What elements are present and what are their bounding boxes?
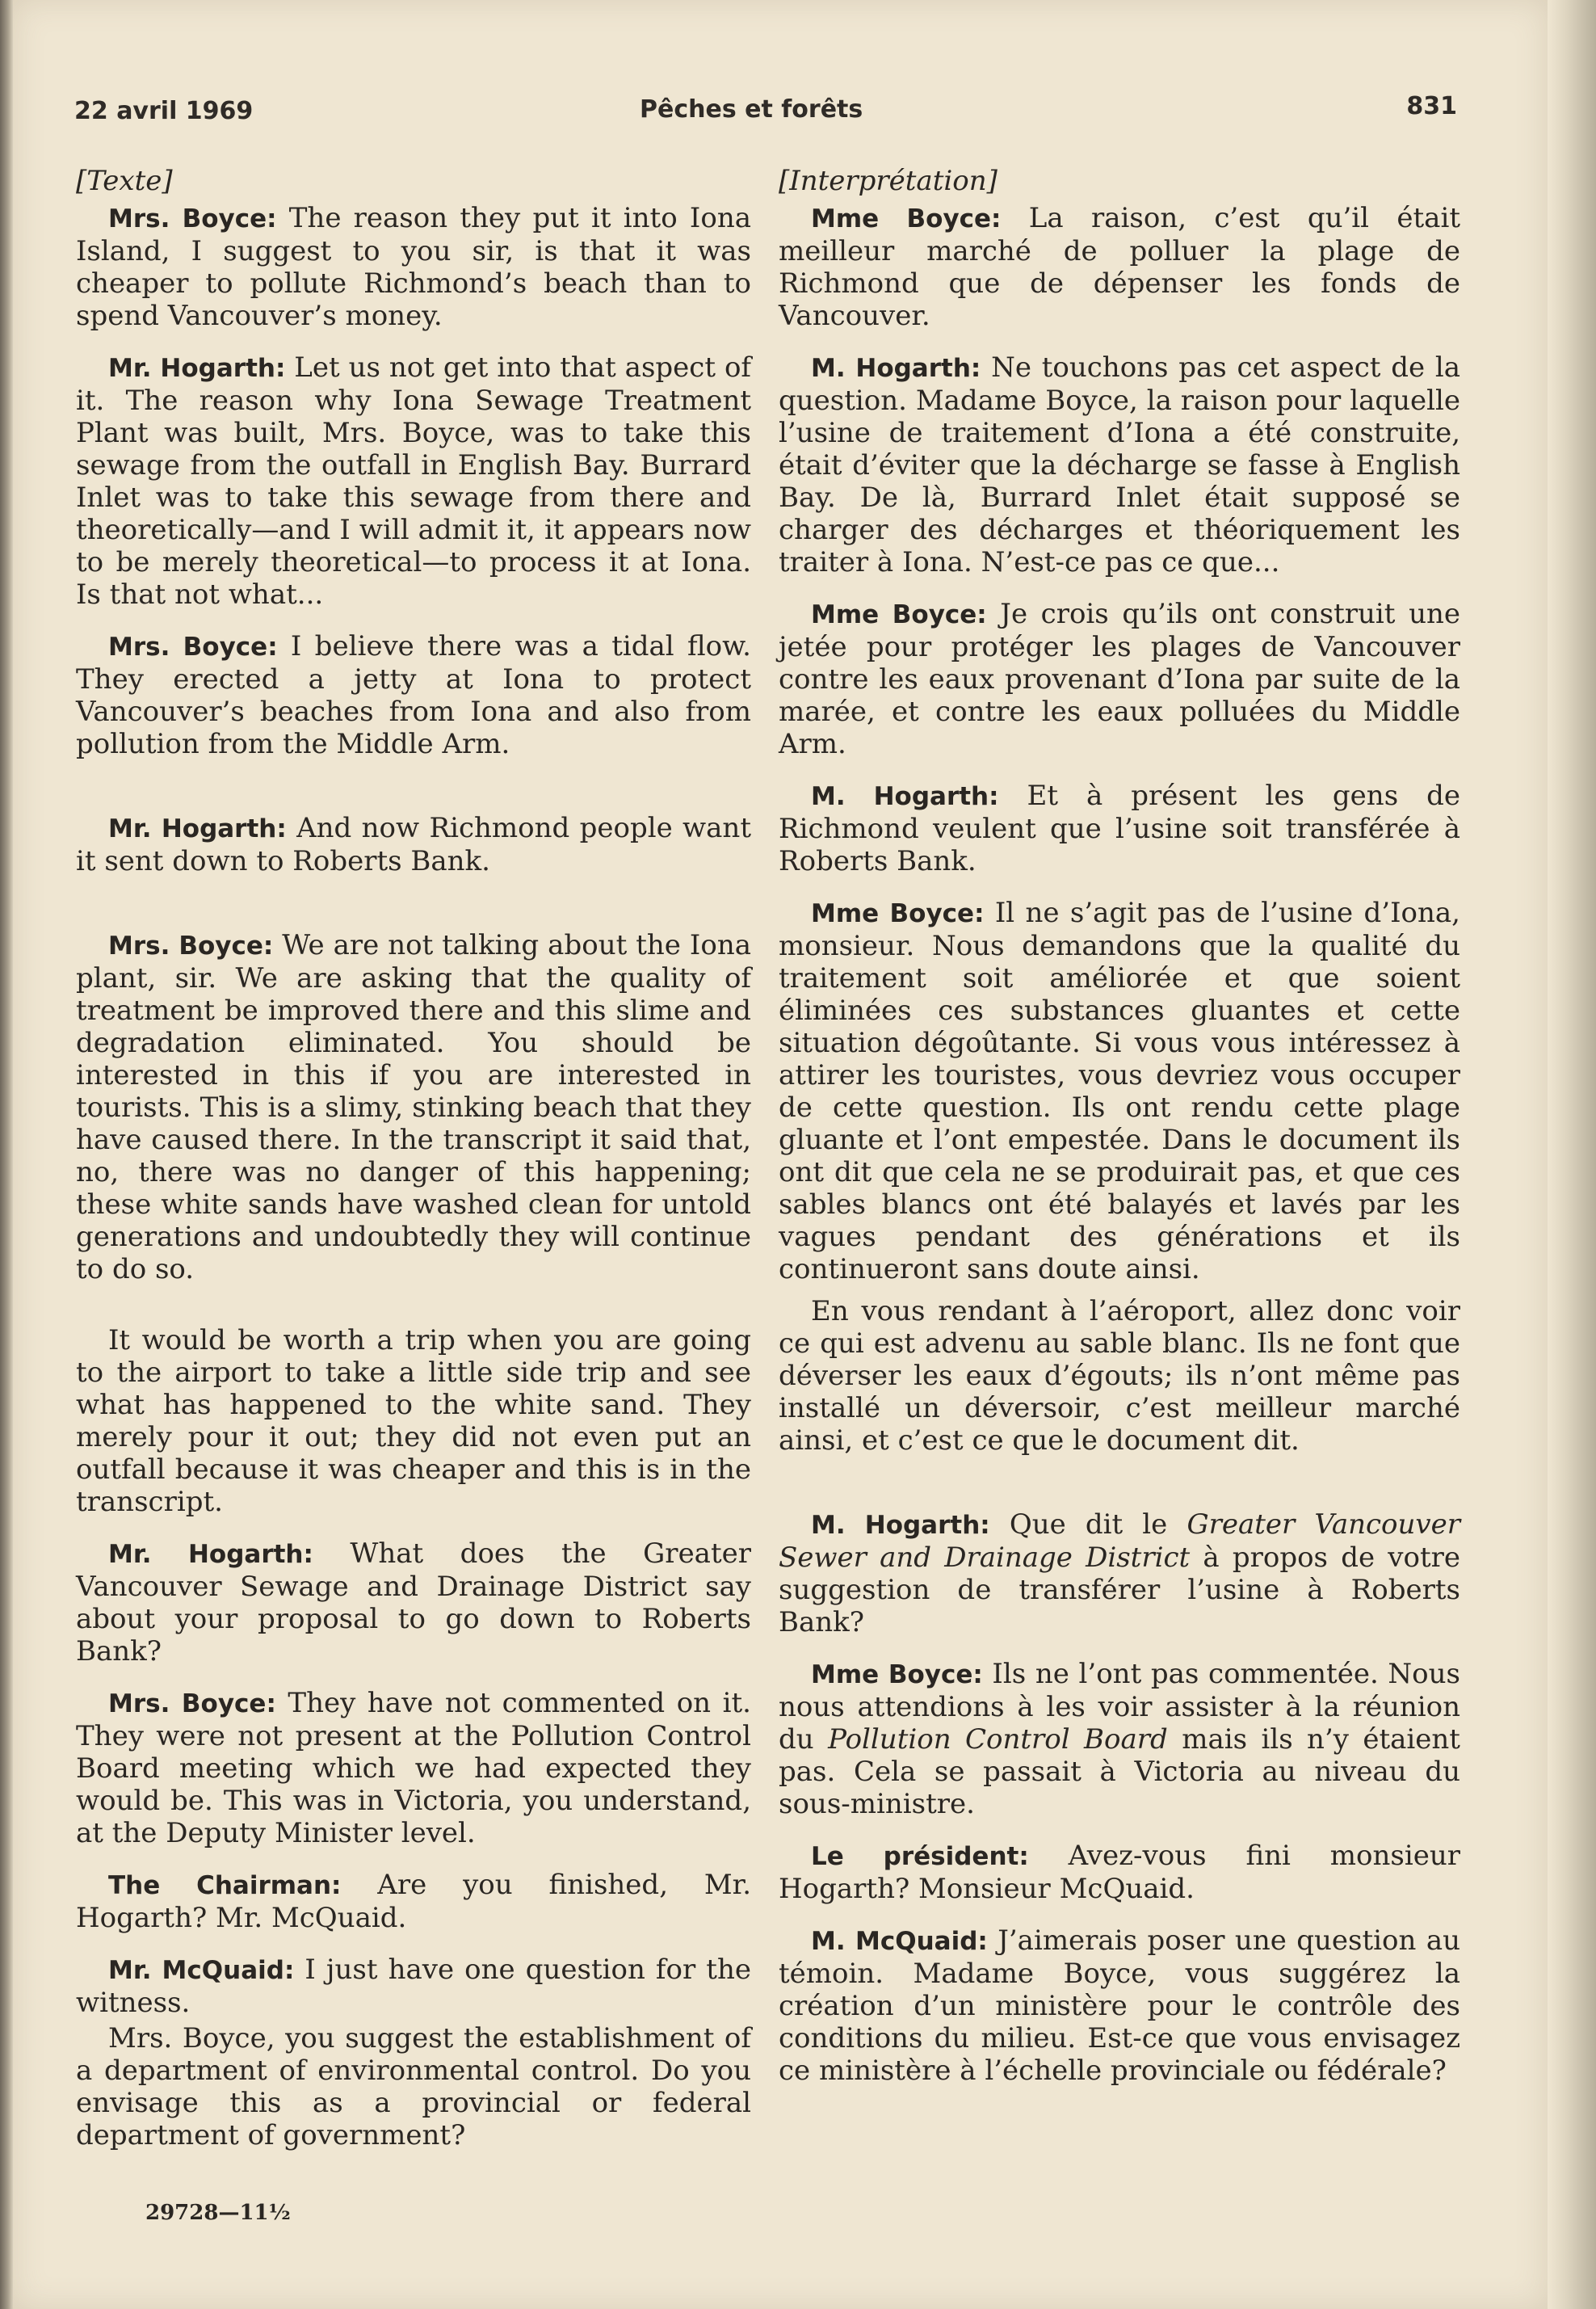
speaker-name: Le président:: [811, 1842, 1029, 1871]
paragraph: [779, 1840, 1460, 1905]
paragraph: [779, 897, 1460, 1285]
paragraph-text: Il ne s’agit pas de l’usine d’Iona, monsieur. Nous demandons que la qualité du traitement soit améliorée et que soient éliminées ces substances gluantes et cette situation dégoûtante. Si vous vous intéressez à attirer les touristes, vous devriez vous occuper de cette question. Ils ont rendu cette plage gluante et l’ont empestée. Dans le document ils ont dit que cela ne se produirait pas, et que ces sables blancs ont été balayés et lavés par les vagues pendant des générations et ils continueront sans doute ainsi.: [779, 897, 1460, 1285]
english-column: [76, 165, 751, 2151]
paragraph-text: La raison, c’est qu’il était meilleur marché de polluer la plage de Richmond que de dépenser les fonds de Vancouver.: [779, 202, 1460, 332]
speaker-name: Mr. Hogarth:: [108, 1540, 313, 1569]
speaker-name: Mrs. Boyce:: [108, 1689, 276, 1718]
paragraph: [76, 202, 751, 332]
speaker-name: Mrs. Boyce:: [108, 204, 277, 233]
paragraph: En vous rendant à l’aéroport, allez donc voir ce qui est advenu au sable blanc. Ils ne font que déverser les eaux d’égouts; ils n’ont même pas installé un déversoir, c’est meilleur marché ainsi, et c’est ce que le document dit.: [779, 1295, 1460, 1457]
paragraph-text: à propos de votre suggestion de transférer l’usine à Roberts Bank?: [779, 1541, 1460, 1638]
section-label-interpretation: [Interprétation]: [779, 165, 998, 197]
speaker-name: Mme Boyce:: [811, 1660, 983, 1689]
page-edge: [1548, 0, 1596, 2309]
paragraph-text: Et à présent les gens de Richmond veulent que l’usine soit transférée à Roberts Bank.: [779, 780, 1461, 877]
paragraph-text: Let us not get into that aspect of it. The reason why Iona Sewage Treatment Plant was built, Mrs. Boyce, was to take this sewage from the outfall in English Bay. Burrard Inlet was to take this sewage from there and theoretically—and I will admit it, it appears now to be merely theoretical—to process it at Iona. Is that not what...: [76, 351, 751, 611]
speaker-name: Mrs. Boyce:: [108, 633, 278, 662]
paragraph: Mrs. Boyce, you suggest the establishment of a department of environmental control. Do you envisage this as a provincial or federal department of government?: [76, 2022, 751, 2151]
paragraph-text: mais ils n’y étaient pas. Cela se passait à Victoria au niveau du sous-ministre.: [779, 1723, 1460, 1820]
paragraph: [76, 1687, 751, 1849]
paragraph: [76, 351, 751, 611]
paragraph: [76, 929, 751, 1285]
speaker-name: Mme Boyce:: [811, 600, 987, 629]
paragraph-text: They have not commented on it. They were not present at the Pollution Control Board meeting which we had expected they would be. This was in Victoria, you understand, at the Deputy Minister level.: [76, 1687, 751, 1849]
speaker-name: Mrs. Boyce:: [108, 932, 274, 961]
paragraph-text: What does the Greater Vancouver Sewage and Drainage District say about your proposal to go down to Roberts Bank?: [76, 1537, 751, 1668]
paragraph: [76, 812, 751, 877]
speaker-name: Mme Boyce:: [811, 204, 1002, 233]
french-column: [779, 165, 1460, 2087]
speaker-name: M. McQuaid:: [811, 1927, 988, 1956]
section-label-texte: [Texte]: [76, 165, 173, 197]
paragraph: [779, 598, 1460, 760]
italic-name: Greater Vancouver Sewer and Drainage District: [779, 1508, 1461, 1574]
italic-name: Pollution Control Board: [828, 1723, 1168, 1756]
paragraph-text: Are you finished, Mr. Hogarth? Mr. McQuaid.: [76, 1869, 751, 1934]
running-header: [74, 90, 1460, 131]
paragraph-text: We are not talking about the Iona plant, sir. We are asking that the quality of treatment be improved there and this slime and degradation eliminated. You should be interested in this if you are interested in tourists. This is a slimy, stinking beach that they have caused there. In the transcript it said that, no, there was no danger of this happening; these white sands have washed clean for untold generations and undoubtedly they will continue to do so.: [76, 929, 751, 1285]
paragraph-text: Ils ne l’ont pas commentée. Nous nous attendions à les voir assister à la réunion du: [779, 1658, 1460, 1756]
paragraph: [779, 780, 1460, 877]
paragraph: [76, 1954, 751, 2019]
paragraph-text: And now Richmond people want it sent down to Roberts Bank.: [76, 812, 751, 877]
paragraph: [76, 1537, 751, 1668]
paragraph-text: I just have one question for the witness.: [76, 1954, 751, 2019]
paragraph-text: J’aimerais poser une question au témoin. Madame Boyce, vous suggérez la création d’un ministère pour le contrôle des conditions du milieu. Est-ce que vous envisagez ce ministère à l’échelle provinciale ou fédérale?: [779, 1924, 1460, 2087]
paragraph-text: Que dit le: [989, 1508, 1187, 1541]
paragraph: [779, 1658, 1460, 1820]
paragraph: [779, 1924, 1460, 2087]
paragraph: [76, 630, 751, 760]
speaker-name: Mr. Hogarth:: [108, 814, 287, 843]
paragraph-text: The reason they put it into Iona Island, I suggest to you sir, is that it was cheaper to pollute Richmond’s beach than to spend Vancouver’s money.: [76, 202, 751, 332]
speaker-name: Mr. McQuaid:: [108, 1956, 295, 1985]
paragraph-text: I believe there was a tidal flow. They erected a jetty at Iona to protect Vancouver’s beaches from Iona and also from pollution from the Middle Arm.: [76, 630, 751, 760]
speaker-name: M. Hogarth:: [811, 1511, 990, 1540]
paragraph-text: Ne touchons pas cet aspect de la question. Madame Boyce, la raison pour laquelle l’usine de traitement d’Iona a été construite, était d’éviter que la décharge se fasse à English Bay. De là, Burrard Inlet était supposé se charger des décharges et théoriquement les traiter à Iona. N’est-ce pas ce que...: [779, 351, 1460, 578]
paragraph: [76, 1869, 751, 1934]
speaker-name: Mme Boyce:: [811, 899, 985, 928]
paragraph: [779, 351, 1460, 578]
paragraph: [779, 202, 1460, 332]
paragraph: [779, 1508, 1460, 1638]
header-date: 22 avril 1969: [74, 97, 254, 125]
paragraph: It would be worth a trip when you are going to the airport to take a little side trip and see what has happened to the white sand. They merely pour it out; they did not even put an outfall because it was cheaper and this is in the transcript.: [76, 1324, 751, 1518]
book-binding: [0, 0, 13, 2309]
speaker-name: The Chairman:: [108, 1871, 342, 1900]
printer-code: 29728—11½: [145, 2201, 291, 2225]
speaker-name: M. Hogarth:: [811, 782, 999, 811]
paragraph-text: Avez-vous fini monsieur Hogarth? Monsieur McQuaid.: [779, 1840, 1460, 1905]
header-title: Pêches et forêts: [640, 95, 863, 124]
speaker-name: Mr. Hogarth:: [108, 354, 286, 383]
page-number: 831: [1406, 92, 1457, 120]
speaker-name: M. Hogarth:: [811, 354, 981, 383]
paragraph-text: Je crois qu’ils ont construit une jetée pour protéger les plages de Vancouver contre les eaux provenant d’Iona par suite de la marée, et contre les eaux polluées du Middle Arm.: [779, 598, 1460, 760]
